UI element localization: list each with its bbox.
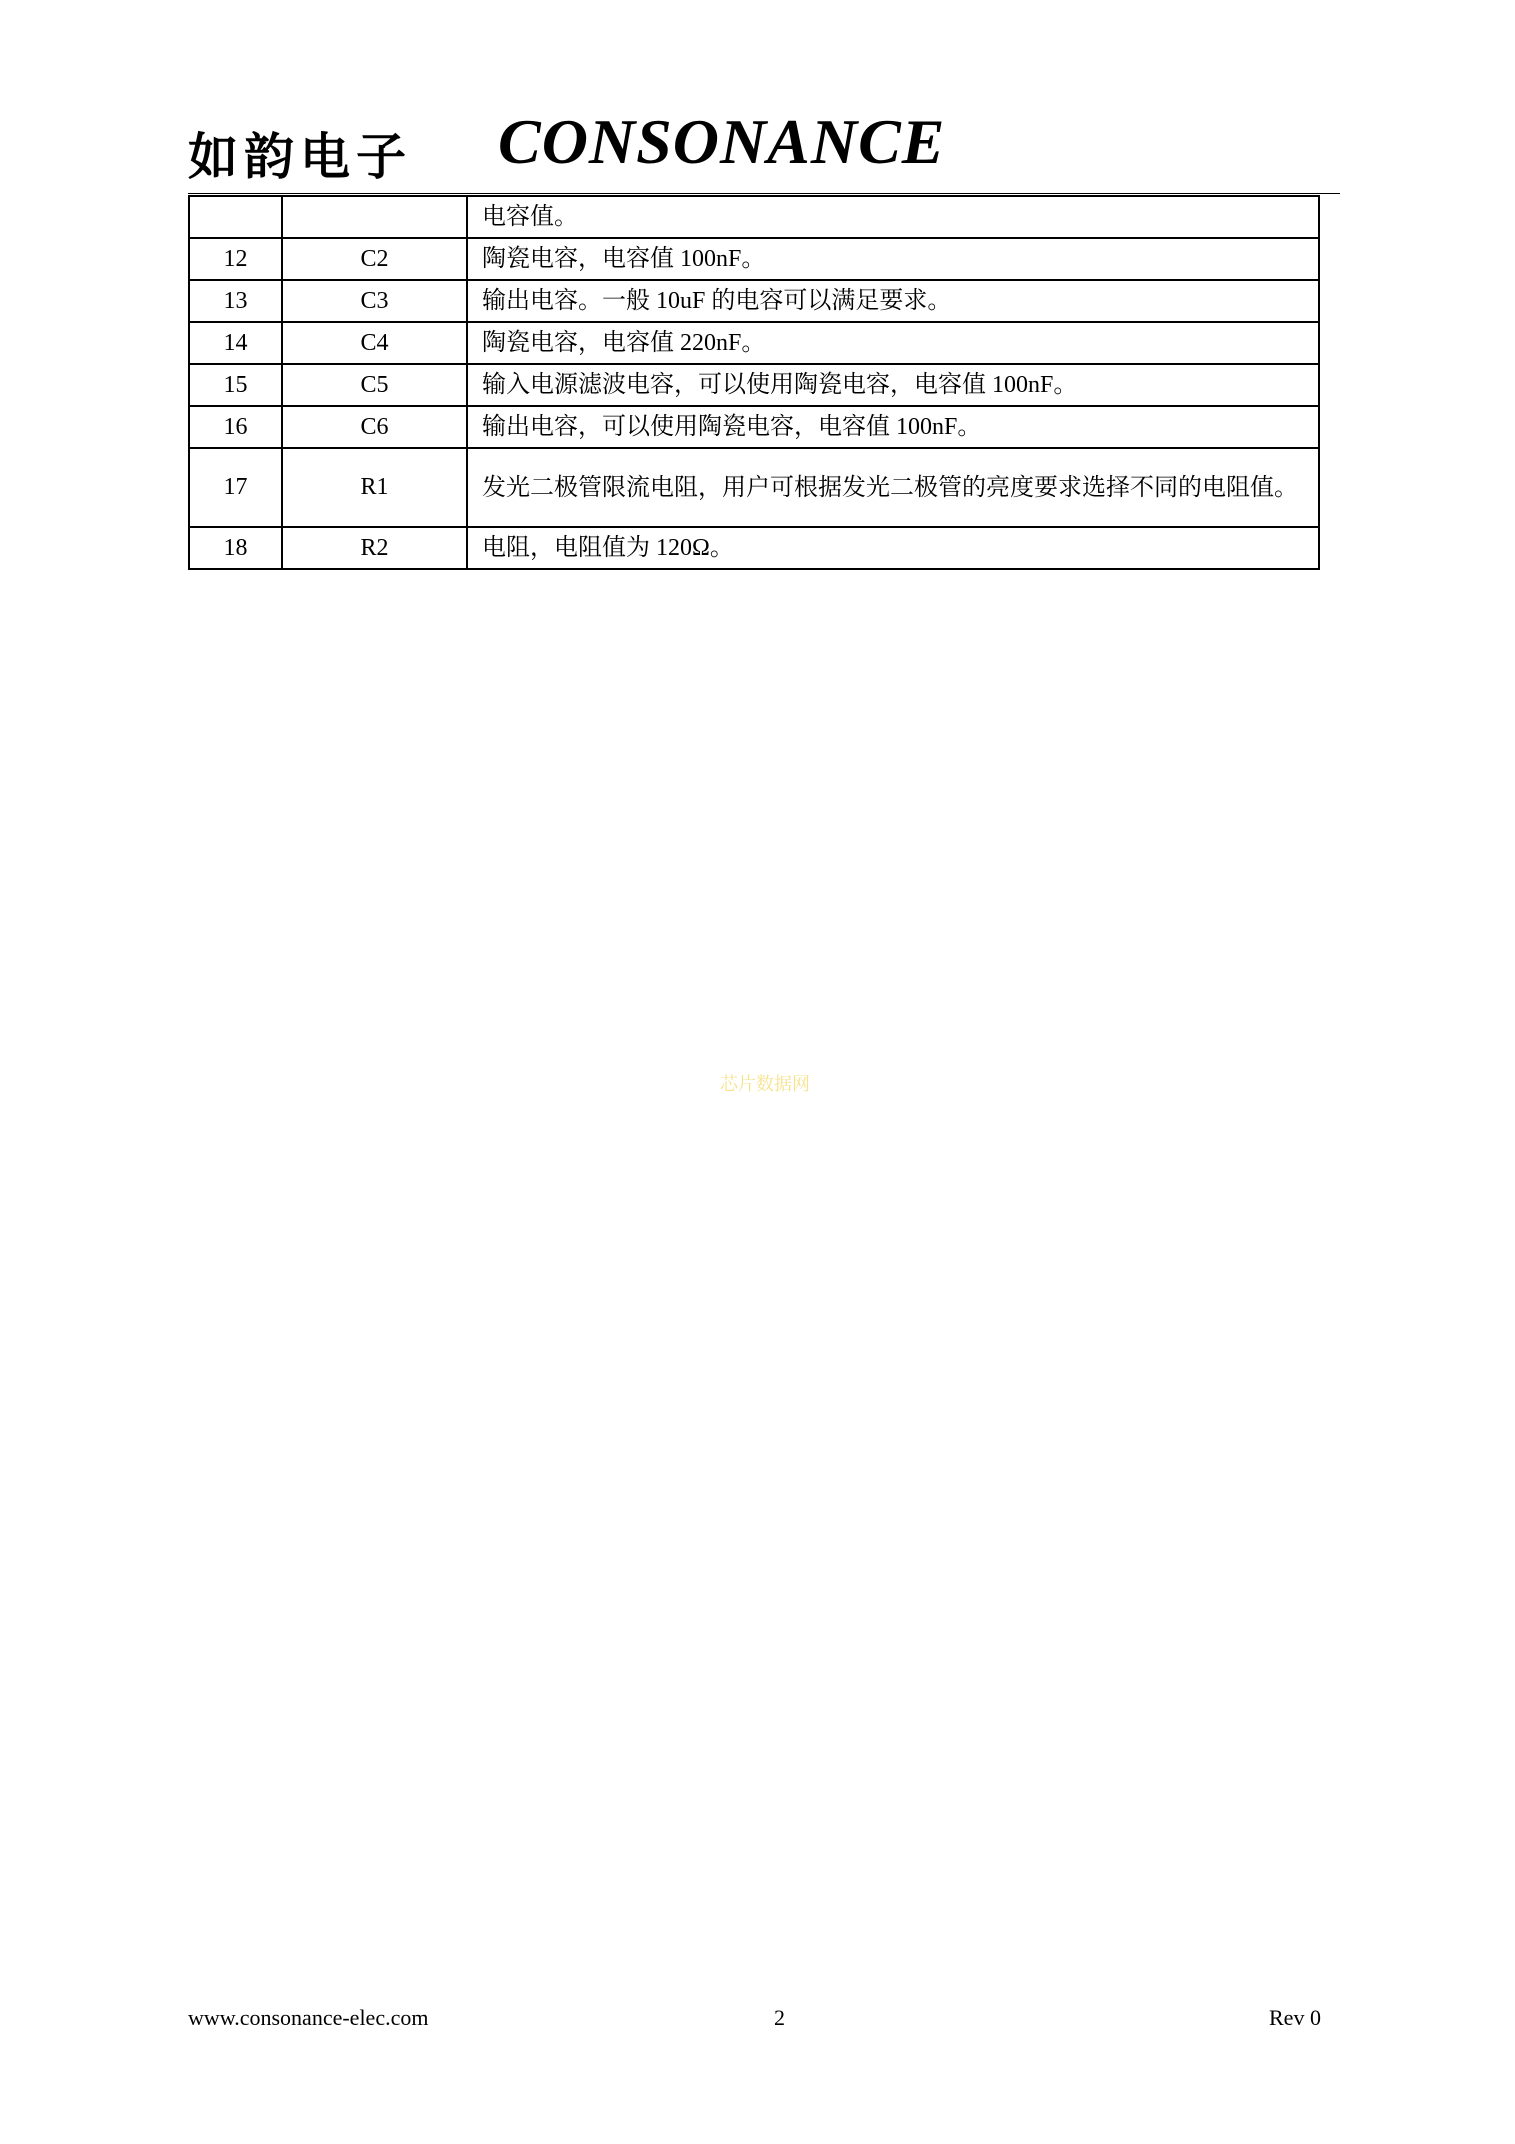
part-designator: R1 <box>282 448 467 527</box>
component-table <box>188 195 1320 570</box>
part-description: 输出电容。一般 10uF 的电容可以满足要求。 <box>467 280 1319 322</box>
table-row <box>189 322 1319 364</box>
part-description: 电阻，电阻值为 120Ω。 <box>467 527 1319 569</box>
brand-chinese-logo: 如韵电子 <box>188 127 412 186</box>
part-designator: C3 <box>282 280 467 322</box>
row-number: 16 <box>189 406 282 448</box>
table-row <box>189 364 1319 406</box>
part-designator: R2 <box>282 527 467 569</box>
part-description: 电容值。 <box>467 196 1319 238</box>
footer-website: www.consonance-elec.com <box>188 2005 429 2030</box>
part-designator: C5 <box>282 364 467 406</box>
part-description: 输出电容，可以使用陶瓷电容，电容值 100nF。 <box>467 406 1319 448</box>
part-description: 发光二极管限流电阻，用户可根据发光二极管的亮度要求选择不同的电阻值。 <box>467 448 1319 527</box>
part-description: 输入电源滤波电容，可以使用陶瓷电容，电容值 100nF。 <box>467 364 1319 406</box>
row-number: 13 <box>189 280 282 322</box>
table-row <box>189 196 1319 238</box>
part-designator: C6 <box>282 406 467 448</box>
brand-english-logo: CONSONANCE <box>498 106 946 177</box>
row-number: 15 <box>189 364 282 406</box>
row-number: 18 <box>189 527 282 569</box>
row-number: 17 <box>189 448 282 527</box>
row-number: 12 <box>189 238 282 280</box>
table-row <box>189 448 1319 527</box>
row-number: 14 <box>189 322 282 364</box>
part-description: 陶瓷电容，电容值 220nF。 <box>467 322 1319 364</box>
header-divider <box>188 193 1340 194</box>
part-designator: C4 <box>282 322 467 364</box>
part-designator <box>282 196 467 238</box>
table-row <box>189 406 1319 448</box>
part-designator: C2 <box>282 238 467 280</box>
table-row <box>189 280 1319 322</box>
footer-revision: Rev 0 <box>1269 2005 1321 2030</box>
row-number <box>189 196 282 238</box>
footer-page-number: 2 <box>774 2005 785 2030</box>
table-row <box>189 527 1319 569</box>
table-row <box>189 238 1319 280</box>
watermark: 芯片数据网 <box>720 1074 810 1095</box>
part-description: 陶瓷电容，电容值 100nF。 <box>467 238 1319 280</box>
